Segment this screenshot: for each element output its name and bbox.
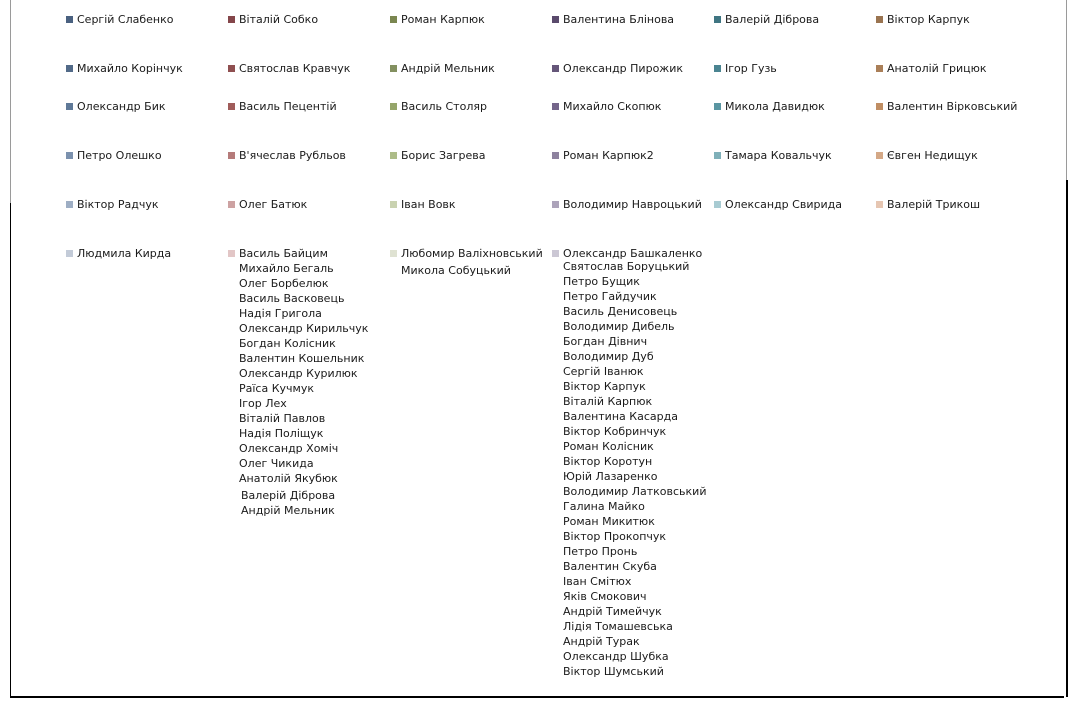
legend-swatch	[228, 65, 235, 72]
legend-swatch	[552, 16, 559, 23]
legend-continuation-label: Олег Чикида	[239, 457, 314, 470]
legend-entry	[876, 13, 970, 27]
legend-continuation-label: Віктор Шумський	[563, 665, 664, 678]
legend-continuation-label: Олександр Курилюк	[239, 367, 358, 380]
legend-label: Тамара Ковальчук	[725, 149, 832, 162]
legend-entry	[552, 100, 661, 114]
legend-entry	[390, 247, 543, 261]
legend-swatch	[228, 201, 235, 208]
legend-continuation-label: Раїса Кучмук	[239, 382, 314, 395]
legend-continuation-label: Петро Гайдучик	[563, 290, 657, 303]
legend-swatch	[714, 152, 721, 159]
legend-entry	[552, 149, 654, 163]
legend-entry	[66, 62, 183, 76]
legend-label: Валентин Вірковський	[887, 100, 1018, 113]
legend-continuation-label: Богдан Дівнич	[563, 335, 648, 348]
legend-entry	[390, 198, 456, 212]
frame-right	[1066, 180, 1068, 697]
legend-swatch	[876, 201, 883, 208]
frame-left-top	[10, 0, 11, 203]
legend-label: Михайло Корінчук	[77, 62, 183, 75]
legend-continuation-label: Яків Смокович	[563, 590, 647, 603]
legend-swatch	[66, 250, 73, 257]
legend-continuation-label: Сергій Іванюк	[563, 365, 644, 378]
frame-bottom	[10, 696, 1064, 698]
legend-label: Роман Карпюк	[401, 13, 485, 26]
legend-continuation-label: Валентина Касарда	[563, 410, 678, 423]
legend-label: Микола Давидюк	[725, 100, 825, 113]
legend-label: Іван Вовк	[401, 198, 456, 211]
legend-swatch	[876, 152, 883, 159]
legend-swatch	[714, 16, 721, 23]
legend-continuation-label: Володимир Дибель	[563, 320, 675, 333]
legend-continuation-label: Віталій Карпюк	[563, 395, 653, 408]
legend-entry	[66, 198, 159, 212]
legend-swatch	[66, 152, 73, 159]
legend-swatch	[552, 103, 559, 110]
legend-swatch	[876, 103, 883, 110]
legend-swatch	[714, 65, 721, 72]
legend-entry	[228, 198, 307, 212]
legend-label: Сергій Слабенко	[77, 13, 174, 26]
legend-label: В'ячеслав Рубльов	[239, 149, 346, 162]
legend-label: Роман Карпюк2	[563, 149, 654, 162]
legend-swatch	[66, 16, 73, 23]
legend-continuation-label: Віктор Карпук	[563, 380, 646, 393]
legend-swatch	[228, 250, 235, 257]
legend-swatch	[876, 16, 883, 23]
legend-entry	[66, 247, 171, 261]
legend-continuation-label: Валентин Кошельник	[239, 352, 365, 365]
legend-swatch	[228, 16, 235, 23]
legend-label: Андрій Мельник	[401, 62, 495, 75]
legend-continuation-label: Андрій Тимейчук	[563, 605, 662, 618]
legend-continuation-label: Валерій Діброва	[241, 489, 336, 502]
legend-label: Василь Столяр	[401, 100, 487, 113]
legend-entry	[876, 100, 1017, 114]
legend-continuation-label: Олег Борбелюк	[239, 277, 329, 290]
legend-entry	[552, 198, 702, 212]
legend-swatch	[552, 152, 559, 159]
legend-label: Євген Недищук	[887, 149, 978, 162]
legend-swatch	[390, 201, 397, 208]
legend-entry	[714, 100, 825, 114]
legend-continuation-label: Василь Денисовець	[563, 305, 678, 318]
legend-label: Олександр Башкаленко	[563, 247, 703, 260]
legend-continuation-label: Олександр Шубка	[563, 650, 669, 663]
legend-continuation-label: Анатолій Якубюк	[239, 472, 338, 485]
legend-label: Валерій Діброва	[725, 13, 820, 26]
legend-label: Любомир Валіхновський	[401, 247, 543, 260]
legend-continuation-label: Володимир Дуб	[563, 350, 654, 363]
legend-swatch	[876, 65, 883, 72]
legend-label: Людмила Кирда	[77, 247, 172, 260]
legend-continuation-label: Надія Григола	[239, 307, 322, 320]
legend-label: Олександр Свирида	[725, 198, 842, 211]
legend-swatch	[66, 103, 73, 110]
legend-swatch	[66, 65, 73, 72]
legend-label: Валентина Блінова	[563, 13, 675, 26]
legend-continuation-label: Микола Собуцький	[401, 264, 511, 277]
legend-entry	[390, 149, 486, 163]
legend-continuation-label: Василь Васковець	[239, 292, 345, 305]
legend-entry	[228, 100, 337, 114]
legend-continuation-label: Роман Микитюк	[563, 515, 655, 528]
legend-swatch	[714, 103, 721, 110]
legend-label: Олександр Пирожик	[563, 62, 684, 75]
legend-swatch	[552, 65, 559, 72]
legend-entry	[714, 149, 832, 163]
legend-label: Валерій Трикош	[887, 198, 981, 211]
legend-continuation-label: Віталій Павлов	[239, 412, 326, 425]
legend-continuation-label: Ігор Лех	[239, 397, 287, 410]
legend-continuation-label: Володимир Латковський	[563, 485, 707, 498]
legend-entry	[228, 247, 328, 261]
legend-entry	[66, 149, 162, 163]
legend-entry	[228, 13, 318, 27]
legend-swatch	[390, 16, 397, 23]
legend-label: Олег Батюк	[239, 198, 308, 211]
legend-continuation-label: Іван Смітюх	[563, 575, 632, 588]
legend-continuation-label: Надія Поліщук	[239, 427, 324, 440]
legend-swatch	[714, 201, 721, 208]
legend-swatch	[228, 152, 235, 159]
legend-continuation-label: Лідія Томашевська	[563, 620, 673, 633]
legend-label: Віктор Радчук	[77, 198, 159, 211]
legend-swatch	[390, 152, 397, 159]
legend-entry	[552, 13, 674, 27]
legend-continuation-label: Галина Майко	[563, 500, 645, 513]
legend-label: Василь Пецентій	[239, 100, 337, 113]
legend-continuation-label: Віктор Кобринчук	[563, 425, 667, 438]
frame-right-top	[1066, 0, 1067, 180]
legend-entry	[552, 247, 702, 261]
legend-label: Ігор Гузь	[725, 62, 777, 75]
legend-continuation-label: Віктор Коротун	[563, 455, 653, 468]
legend-entry	[228, 149, 346, 163]
legend-entry	[390, 62, 495, 76]
legend-entry	[714, 198, 842, 212]
legend-swatch	[390, 103, 397, 110]
legend-continuation-label: Валентин Скуба	[563, 560, 657, 573]
legend-continuation-label: Михайло Бегаль	[239, 262, 334, 275]
legend-entry	[228, 62, 350, 76]
legend-continuation-label: Юрій Лазаренко	[563, 470, 658, 483]
legend-continuation-label: Богдан Колісник	[239, 337, 336, 350]
legend-continuation-label: Олександр Кирильчук	[239, 322, 369, 335]
legend-entry	[552, 62, 683, 76]
legend-swatch	[228, 103, 235, 110]
legend-entry	[390, 100, 487, 114]
legend-entry	[66, 13, 173, 27]
legend-label: Віктор Карпук	[887, 13, 970, 26]
legend-label: Борис Загрева	[401, 149, 486, 162]
legend-continuation-label: Петро Пронь	[563, 545, 638, 558]
legend-swatch	[390, 65, 397, 72]
legend-entry	[876, 149, 978, 163]
legend-continuation-label: Андрій Мельник	[241, 504, 335, 517]
legend-entry	[714, 62, 777, 76]
legend-entry	[876, 62, 987, 76]
legend-label: Святослав Кравчук	[239, 62, 351, 75]
legend-label: Віталій Собко	[239, 13, 319, 26]
legend-label: Петро Олешко	[77, 149, 162, 162]
legend-label: Володимир Навроцький	[563, 198, 702, 211]
legend-continuation-label: Віктор Прокопчук	[563, 530, 667, 543]
legend-entry	[390, 13, 485, 27]
legend-label: Олександр Бик	[77, 100, 166, 113]
legend-continuation-label: Роман Колісник	[563, 440, 654, 453]
legend-swatch	[390, 250, 397, 257]
legend-entry	[66, 100, 166, 114]
legend-label: Михайло Скопюк	[563, 100, 662, 113]
legend-entry	[876, 198, 980, 212]
legend-label: Василь Байцим	[239, 247, 328, 260]
legend-swatch	[552, 201, 559, 208]
legend-continuation-label: Святослав Боруцький	[563, 260, 690, 273]
legend-swatch	[66, 201, 73, 208]
legend-continuation-label: Олександр Хоміч	[239, 442, 339, 455]
legend-continuation-label: Андрій Турак	[563, 635, 640, 648]
frame-left	[10, 203, 11, 697]
legend-swatch	[552, 250, 559, 257]
legend-label: Анатолій Грицюк	[887, 62, 987, 75]
legend-entry	[714, 13, 819, 27]
legend-continuation-label: Петро Бущик	[563, 275, 640, 288]
